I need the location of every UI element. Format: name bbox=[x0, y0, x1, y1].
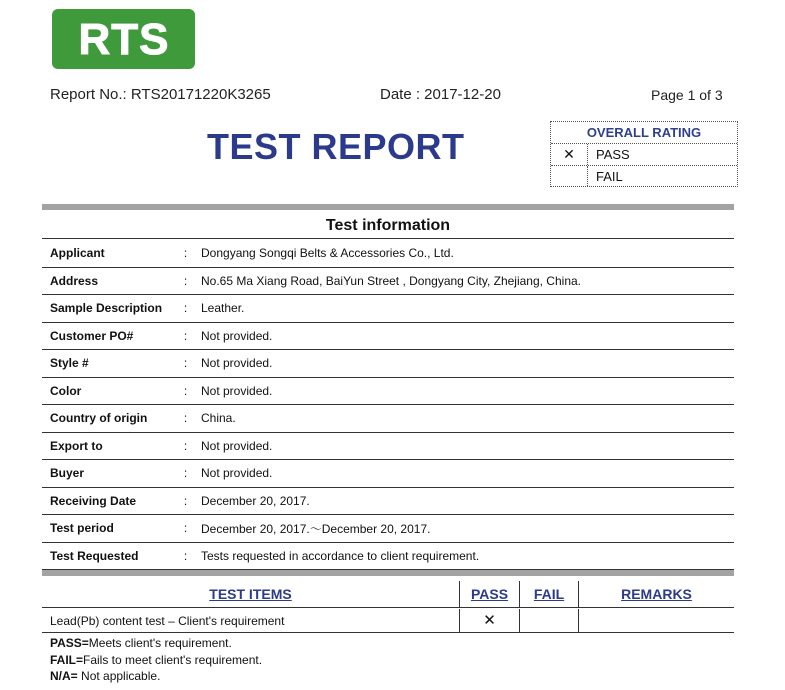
info-row-color bbox=[42, 378, 734, 406]
info-row-receiving-date bbox=[42, 488, 734, 516]
info-row-address bbox=[42, 268, 734, 296]
overall-rating-box bbox=[550, 121, 738, 187]
info-colon: : bbox=[183, 356, 188, 371]
info-value: December 20, 2017. bbox=[201, 493, 310, 508]
info-colon: : bbox=[183, 438, 188, 453]
info-value: Not provided. bbox=[201, 328, 273, 343]
info-colon: : bbox=[183, 411, 188, 426]
test-item-pass-mark: ✕ bbox=[459, 609, 519, 632]
info-row-country-of-origin bbox=[42, 405, 734, 433]
test-item-remarks bbox=[578, 609, 734, 632]
info-key: Test Requested bbox=[50, 548, 139, 563]
info-key: Style # bbox=[50, 356, 89, 371]
info-colon: : bbox=[183, 273, 188, 288]
rts-logo bbox=[52, 9, 195, 69]
info-row-applicant bbox=[42, 240, 734, 268]
info-value: Not provided. bbox=[201, 438, 273, 453]
info-row-test-period bbox=[42, 515, 734, 543]
report-number: Report No.: RTS20171220K3265 bbox=[50, 86, 271, 103]
info-row-buyer bbox=[42, 460, 734, 488]
info-row-customer-po bbox=[42, 323, 734, 351]
test-items-header bbox=[42, 581, 734, 608]
rating-pass-mark: ✕ bbox=[551, 144, 588, 165]
section-divider bbox=[42, 204, 734, 210]
info-value: Not provided. bbox=[201, 383, 273, 398]
info-row-export-to bbox=[42, 433, 734, 461]
info-colon: : bbox=[183, 301, 188, 316]
info-key: Buyer bbox=[50, 466, 85, 481]
info-value: Tests requested in accordance to client requirement. bbox=[201, 548, 480, 563]
info-value: Leather. bbox=[201, 301, 245, 316]
test-information-heading: Test information bbox=[42, 212, 734, 239]
header-fail: FAIL bbox=[519, 581, 578, 607]
header-pass: PASS bbox=[459, 581, 519, 607]
info-row-style bbox=[42, 350, 734, 378]
legend-na: N/A= Not applicable. bbox=[50, 669, 161, 683]
info-key: Country of origin bbox=[50, 411, 148, 426]
report-title: TEST REPORT bbox=[207, 126, 465, 167]
info-colon: : bbox=[183, 521, 188, 536]
info-key: Sample Description bbox=[50, 301, 163, 316]
logo-text bbox=[65, 17, 183, 61]
rating-row-fail bbox=[551, 165, 737, 186]
test-item-row bbox=[42, 609, 734, 633]
svg-text:RTS: RTS bbox=[78, 17, 169, 61]
legend-pass: PASS=Meets client's requirement. bbox=[50, 636, 232, 650]
header-remarks: REMARKS bbox=[578, 581, 734, 607]
test-item-fail-mark bbox=[519, 609, 578, 632]
rating-pass-label: PASS bbox=[596, 147, 630, 162]
info-key: Test period bbox=[50, 521, 114, 536]
page-number: Page 1 of 3 bbox=[651, 87, 723, 103]
info-value: No.65 Ma Xiang Road, BaiYun Street , Dongyang City, Zhejiang, China. bbox=[201, 273, 581, 288]
test-information-table bbox=[42, 240, 734, 570]
info-value: Not provided. bbox=[201, 466, 273, 481]
info-key: Applicant bbox=[50, 246, 105, 261]
info-row-test-requested bbox=[42, 543, 734, 571]
info-key: Export to bbox=[50, 438, 103, 453]
rating-fail-label: FAIL bbox=[596, 169, 623, 184]
info-key: Receiving Date bbox=[50, 493, 137, 508]
info-colon: : bbox=[183, 493, 188, 508]
rating-legend bbox=[50, 635, 262, 685]
info-key: Address bbox=[50, 273, 99, 288]
info-key: Customer PO# bbox=[50, 328, 134, 343]
info-colon: : bbox=[183, 548, 188, 563]
overall-rating-heading: OVERALL RATING bbox=[551, 122, 737, 144]
info-colon: : bbox=[183, 466, 188, 481]
section-divider bbox=[42, 570, 734, 576]
legend-fail: FAIL=Fails to meet client's requirement. bbox=[50, 652, 263, 667]
rating-fail-mark bbox=[551, 166, 588, 186]
info-value: December 20, 2017.～December 20, 2017. bbox=[201, 521, 431, 536]
info-key: Color bbox=[50, 383, 82, 398]
info-row-sample-description bbox=[42, 295, 734, 323]
header-test-items: TEST ITEMS bbox=[209, 586, 292, 602]
report-date: Date : 2017-12-20 bbox=[380, 86, 501, 103]
test-item-name: Lead(Pb) content test – Client's requirement bbox=[50, 614, 285, 628]
rating-row-pass bbox=[551, 144, 737, 165]
info-colon: : bbox=[183, 246, 188, 261]
info-colon: : bbox=[183, 328, 188, 343]
info-colon: : bbox=[183, 383, 188, 398]
info-value: Not provided. bbox=[201, 356, 273, 371]
info-value: Dongyang Songqi Belts & Accessories Co., Ltd. bbox=[201, 246, 454, 261]
info-value: China. bbox=[201, 411, 236, 426]
